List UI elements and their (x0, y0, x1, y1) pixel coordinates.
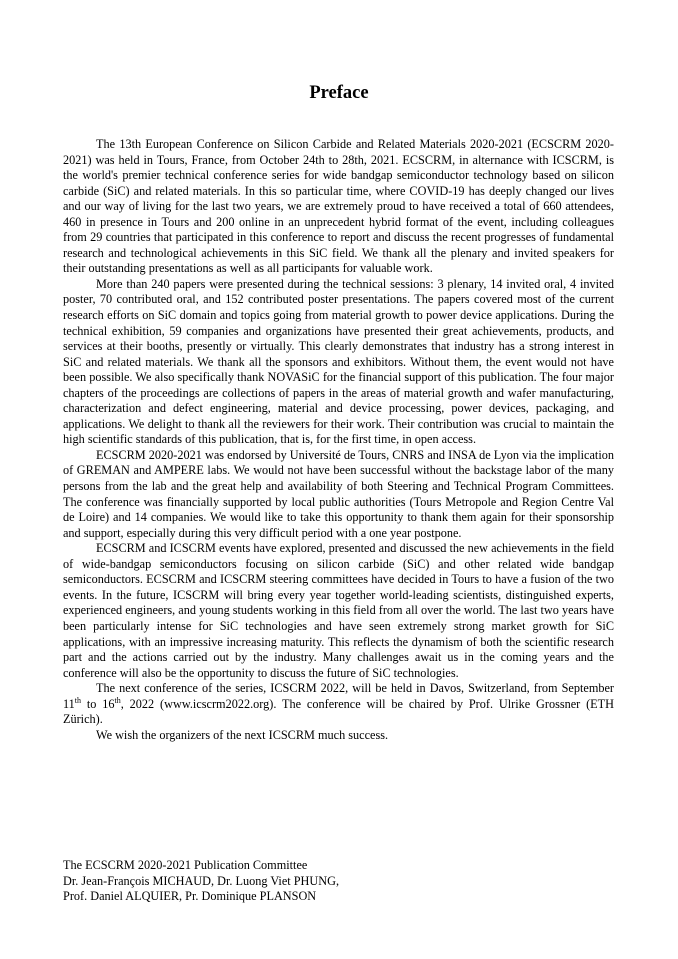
signature-names-1: Dr. Jean-François MICHAUD, Dr. Luong Viet PHUNG, (63, 873, 340, 888)
signature-block (63, 858, 614, 905)
paragraph-conference-overview: The 13th European Conference on Silicon Carbide and Related Materials 2020-2021 (ECSCRM 2020-2021) was held in Tours, France, from October 24th to 28th, 2021. ECSCRM, in alternance with ICSCRM, is the world's premier technical conference series for wide bandgap semiconductor technology based on silicon carbide (SiC) and related materials. In this so particular time, where COVID-19 has deeply changed our lives and our way of living for the last two years, we are extremely proud to have received a total of 660 attendees, 460 in presence in Tours and 200 online in an unprecedent hybrid format of the event, including colleagues from 29 countries that participated in this conference to report and discuss the recent progresses of fundamental research and technological achievements in this SiC field. We thank all the plenary and invited speakers for their outstanding presentations as well as all participants for valuable work. (63, 137, 614, 276)
paragraph-papers-and-exhibition: More than 240 papers were presented during the technical sessions: 3 plenary, 14 invited oral, 4 invited poster, 70 contributed oral, and 152 contributed poster presentations. The papers covered most of the current research efforts on SiC domain and topics going from material growth to power device applications. During the technical exhibition, 59 companies and organizations have presented their great achievements, products, and services at their booths, presently or virtually. This clearly demonstrates that industry has a strong interest in SiC and related materials. We thank all the sponsors and exhibitors. Without them, the event would not have been possible. We also specifically thank NOVASiC for the financial support of this publication. The four major chapters of the proceedings are collections of papers in the areas of material growth and wafer manufacturing, characterization and defect engineering, material and device processing, power devices, packaging, and applications. We delight to thank all the reviewers for their work. Their contribution was crucial to maintain the high scientific standards of this publication, that is, for the first time, in open access. (63, 276, 614, 447)
signature-committee: The ECSCRM 2020-2021 Publication Committee (63, 858, 308, 872)
next-conference-text-1: The next conference of the series, ICSCRM 2022, will be held in Davos, Switzerland, from September 11 (63, 681, 614, 711)
preface-body (63, 137, 614, 743)
page-title: Preface (309, 83, 369, 103)
paragraph-next-conference (63, 681, 614, 728)
ordinal-suffix: th (74, 695, 82, 705)
next-conference-text-3: , 2022 (www.icscrm2022.org). The conference will be chaired by Prof. Ulrike Grossner (ETH Zürich). (63, 696, 614, 727)
paragraph-events-fusion: ECSCRM and ICSCRM events have explored, presented and discussed the new achievements in the field of wide-bandgap semiconductors focusing on silicon carbide (SiC) and other related wide bandgap semiconductors. ECSCRM and ICSCRM steering committees have decided in Tours to have a fusion of the two events. In the future, ICSCRM will bring every year together world-leading scientists, distinguished experts, experienced engineers, and young students working in this field from all over the world. The last two years have been particularly intense for SiC technologies and have seen extremely strong market growth for SiC applications, with an impressive increasing maturity. This reflects the dynamism of both the scientific research part and the actions carried out by the industry. Many challenges await us in the coming years and the conference will also be the opportunity to discuss the future of SiC technologies. (63, 541, 614, 680)
ordinal-suffix: th (114, 695, 121, 705)
next-conference-text-2: to 16 (81, 696, 115, 711)
paragraph-endorsement: ECSCRM 2020-2021 was endorsed by Université de Tours, CNRS and INSA de Lyon via the implication of GREMAN and AMPERE labs. We would not have been successful without the backstage labor of the many persons from the lab and the great help and availability of both Steering and Technical Program Committees. The conference was financially supported by local public authorities (Tours Metropole and Region Centre Val de Loire) and 14 companies. We would like to take this opportunity to thank them again for their sponsorship and support, especially during this very difficult period with a one year postpone. (63, 447, 614, 540)
signature-names-2: Prof. Daniel ALQUIER, Pr. Dominique PLANSON (63, 889, 317, 904)
paragraph-closing-wish: We wish the organizers of the next ICSCRM much success. (96, 727, 389, 742)
